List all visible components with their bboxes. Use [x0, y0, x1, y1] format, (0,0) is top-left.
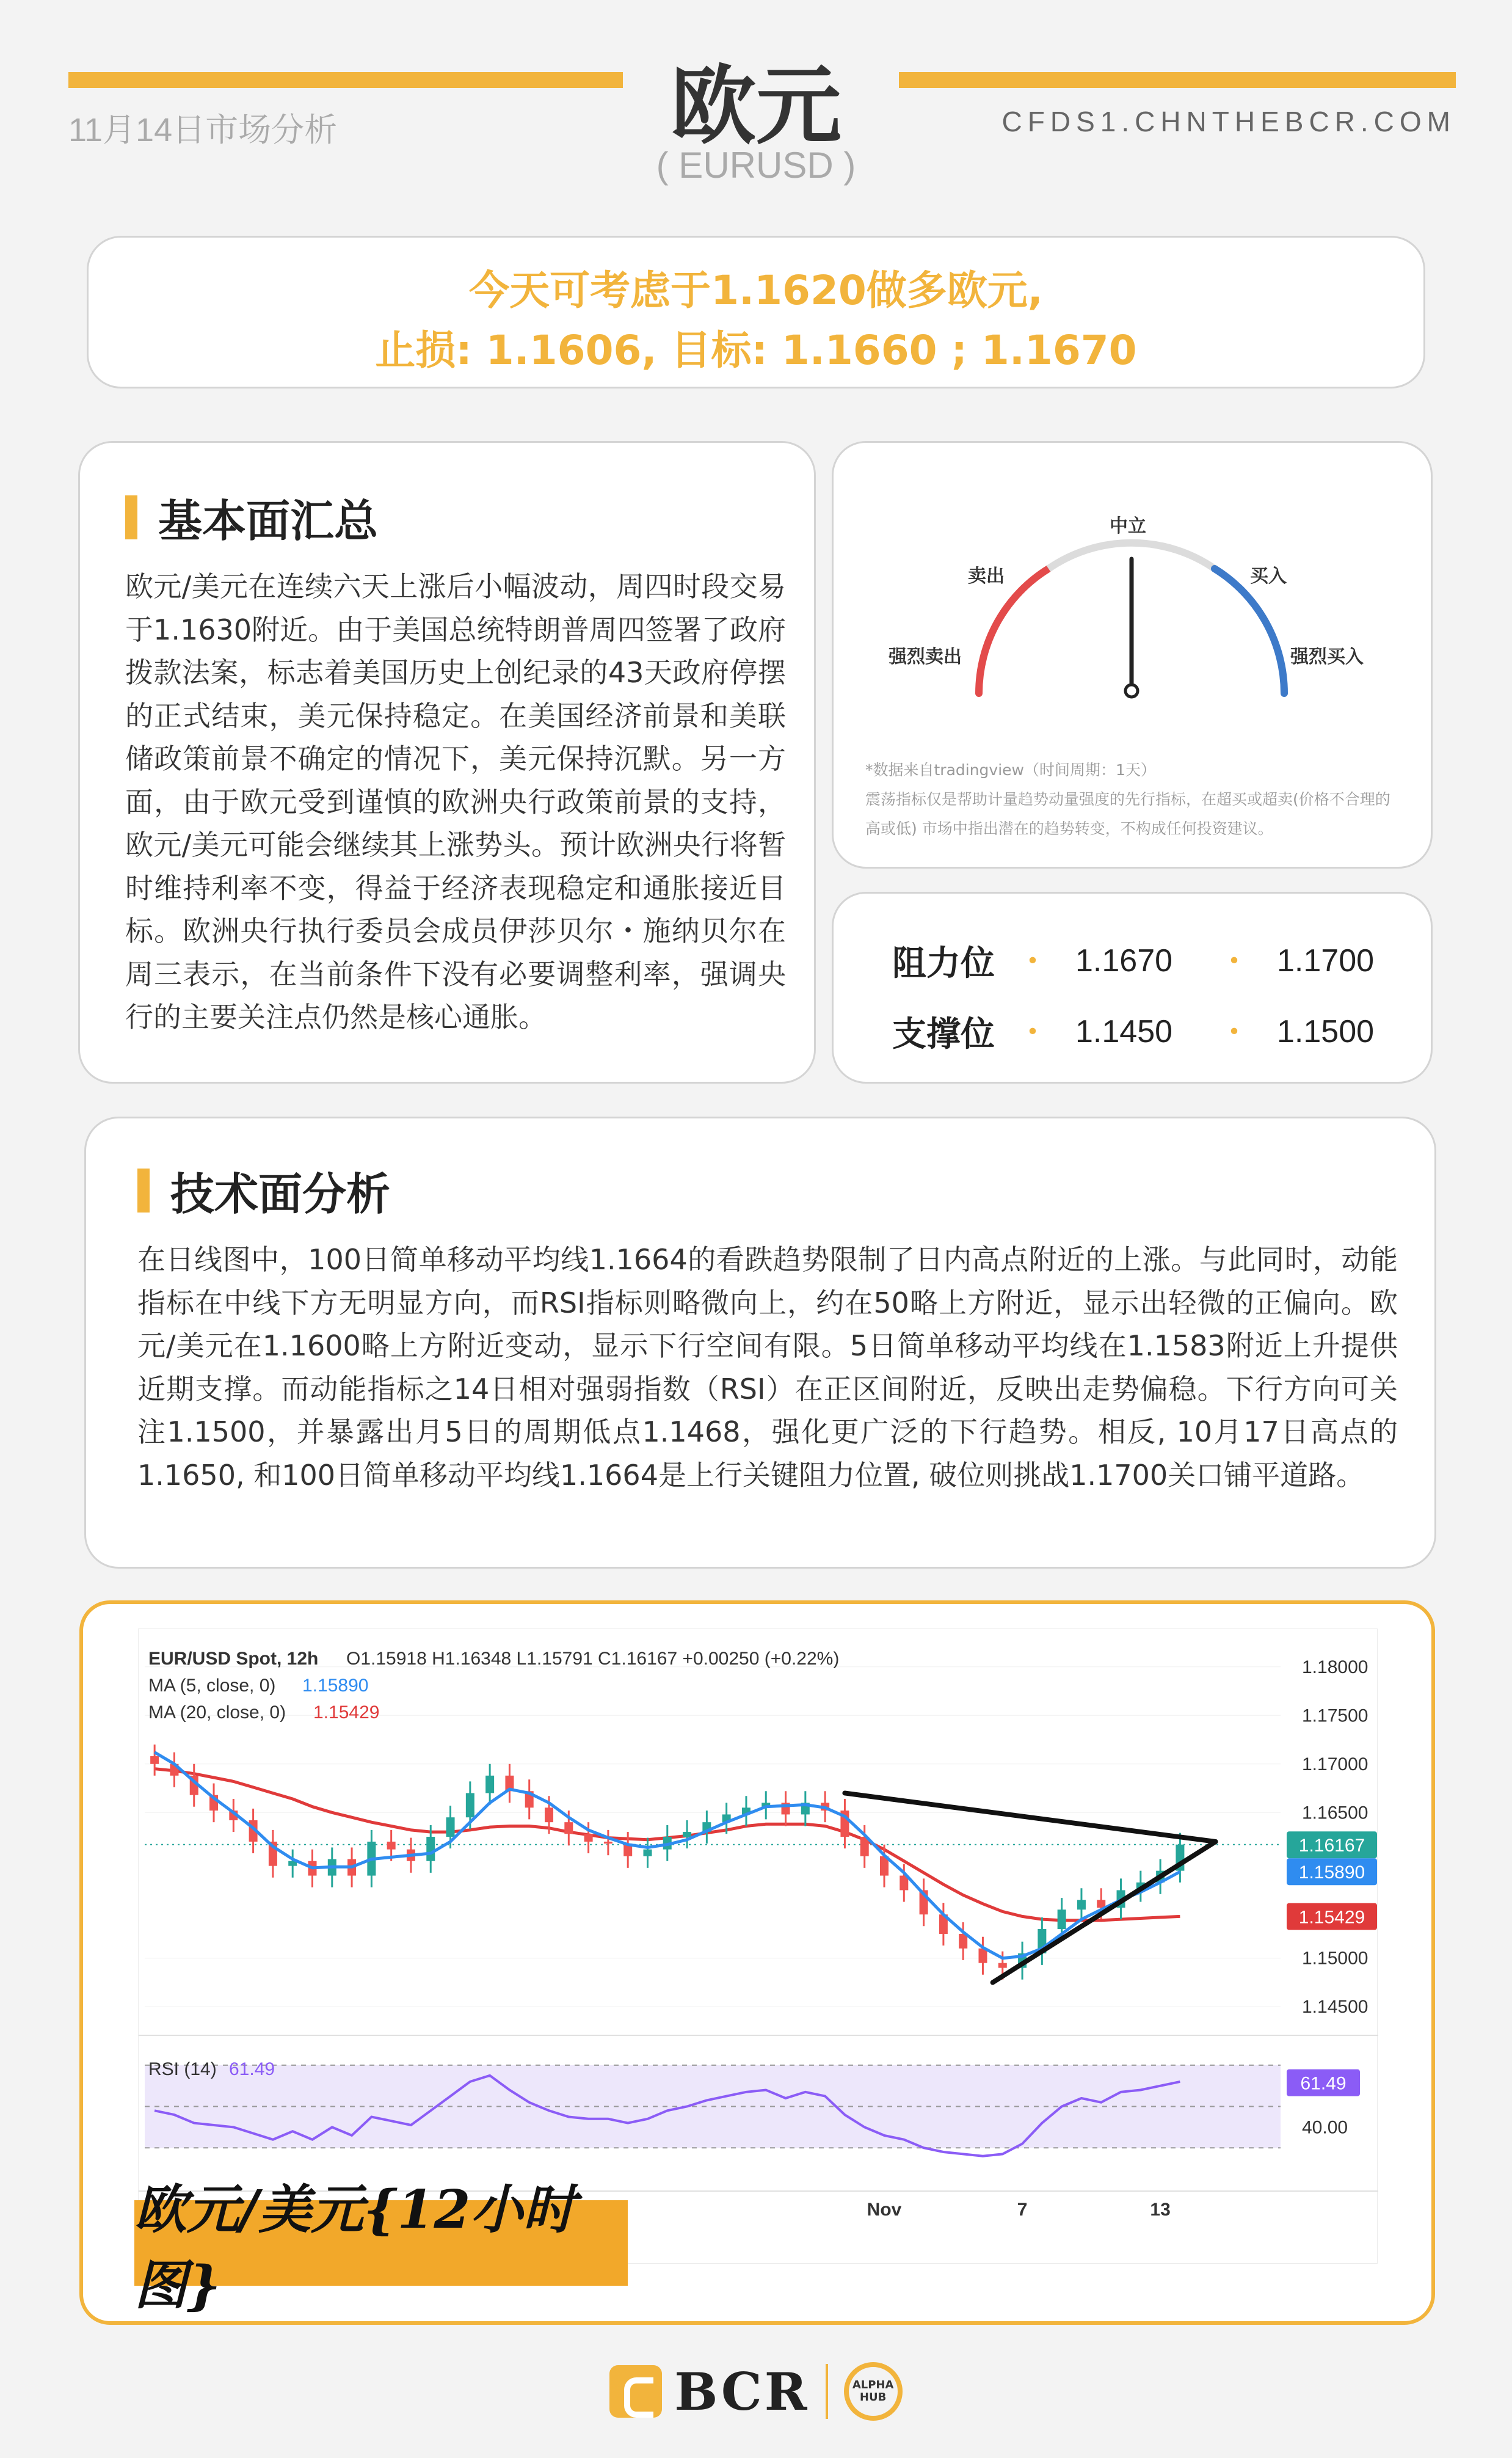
brand-name: BCR [674, 2361, 810, 2422]
gauge-label-strong-sell: 强烈卖出 [889, 646, 962, 668]
price-tag-ma5: 1.15890 [1298, 1862, 1365, 1883]
resistance-value-2: 1.1700 [1277, 943, 1375, 979]
page-title: 欧元 [670, 57, 841, 156]
candle-body [683, 1832, 691, 1837]
candle [288, 1850, 297, 1878]
fundamental-text: 欧元/美元在连续六天上涨后小幅波动，周四时段交易于1.1630附近。由于美国总统特朗普周四签署了政府拨款法案，标志着美国历史上创纪录的43天政府停摆的正式结束，美元保持稳定。在美国经济前景和美联储政策前景不确定的情况下，美元保持沉默。另一方面，由于欧元受到谨慎的欧洲央行政策前景的支持，欧元/美元可能会继续其上涨势头。预计欧洲央行将暂时维持利率不变，得益于经济表现稳定和通胀接近目标。欧洲央行执行委员会成员伊莎贝尔・施纳贝尔在周三表示，在当前条件下没有必要调整利率，强调央行的主要关注点仍然是核心通胀。 [125, 570, 786, 1034]
candle-body [604, 1842, 612, 1844]
candle [840, 1799, 849, 1848]
alpha-hub-badge: ALPHA HUB [844, 2362, 903, 2421]
chart-ohlc-label: O1.15918 H1.16348 L1.15791 C1.16167 +0.00250 (+0.22%) [346, 1649, 840, 1669]
gauge-note-disclaimer: 震荡指标仅是帮助计量趋势动量强度的先行指标，在超买或超卖(价格不合理的高或低) 市场中指出潜在的趋势转变，不构成任何投资建议。 [865, 790, 1390, 837]
ma5-legend-label: MA (5, close, 0) [148, 1676, 276, 1696]
candle [485, 1764, 494, 1805]
rsi-tag: 61.49 [1300, 2073, 1347, 2094]
candle-body [1077, 1900, 1086, 1909]
rsi-panel [145, 2065, 1281, 2156]
resistance-value-1: 1.1670 [1075, 943, 1173, 979]
candle [1038, 1917, 1046, 1965]
signal-line-targets: 止损: 1.1606, 目标: 1.1660 ; 1.1670 [375, 327, 1137, 374]
candle-body [998, 1963, 1007, 1968]
candle-body [584, 1834, 593, 1842]
candle-body [1058, 1909, 1066, 1929]
fundamental-heading [125, 486, 786, 549]
ma20-legend-value: 1.15429 [313, 1702, 380, 1723]
gauge-arc-sell [979, 569, 1049, 693]
gauge-svg [834, 443, 1434, 748]
price-tag-last: 1.16167 [1298, 1836, 1365, 1856]
candle [978, 1937, 987, 1975]
candle-body [150, 1756, 159, 1764]
resistance-row [892, 925, 1431, 996]
technical-text: 在日线图中，100日简单移动平均线1.1664的看跌趋势限制了日内高点附近的上涨。与此同时，动能指标在中线下方无明显方向，而RSI指标则略微向上，约在50略上方附近，显示出轻微的正偏向。欧元/美元在1.1600略上方附近变动，显示下行空间有限。5日简单移动平均线在1.1583附近上升提供近期支撑。而动能指标之14日相对强弱指数（RSI）在正区间附近，反映出走势偏稳。下行方向可关注1.1500，并暴露出月5日的周期低点1.1468，强化更广泛的下行趋势。相反, 10月17日高点的1.1650, 和100日简单移动平均线1.1664是上行关键阻力位置, 破位则挑战1.1700关口铺平道路。 [137, 1243, 1398, 1492]
fundamental-heading-text: 基本面汇总 [158, 495, 379, 547]
signal-line-entry: 今天可考虑于1.1620做多欧元, [469, 267, 1043, 314]
gauge-label-neutral: 中立 [1110, 516, 1146, 537]
gauge-label-sell: 卖出 [968, 566, 1005, 587]
support-row [892, 996, 1431, 1067]
x-tick-label: 7 [1017, 2200, 1028, 2220]
gauge-pivot [1125, 685, 1138, 697]
candle [742, 1796, 751, 1826]
gauge-note [865, 756, 1403, 844]
y-tick-label: 1.16500 [1302, 1803, 1368, 1823]
fundamental-card [78, 441, 816, 1084]
y-tick-label: 1.17500 [1302, 1705, 1368, 1726]
candle-body [387, 1842, 396, 1850]
sentiment-gauge-card [832, 441, 1433, 869]
candle [604, 1830, 612, 1855]
support-dot-2: • [1227, 1019, 1241, 1045]
trendline [993, 1842, 1216, 1983]
y-tick-label: 1.17000 [1302, 1754, 1368, 1774]
candle [702, 1811, 711, 1844]
rsi-tick-label: 40.00 [1302, 2117, 1348, 2138]
candle [782, 1791, 790, 1826]
candle-body [545, 1807, 553, 1822]
resistance-dot-1: • [1026, 948, 1039, 974]
chart-caption: 欧元/美元{12小时图} [134, 2200, 628, 2286]
gauge-note-source: *数据来自tradingview（时间周期：1天） [865, 761, 1156, 779]
candle-body [564, 1822, 573, 1834]
report-date: 11月14日市场分析 [68, 112, 338, 148]
ma20-legend-label: MA (20, close, 0) [148, 1702, 286, 1723]
bcr-logo-icon [609, 2365, 662, 2418]
support-value-1: 1.1450 [1075, 1014, 1173, 1049]
candle-body [643, 1850, 652, 1856]
support-label: 支撑位 [892, 1015, 995, 1054]
levels-card [832, 892, 1433, 1084]
chart-legend [148, 1649, 839, 2079]
heading-marker [125, 495, 137, 539]
gauge-label-strong-buy: 强烈买入 [1290, 646, 1364, 668]
candle [170, 1752, 178, 1787]
candle [920, 1878, 928, 1926]
candles [150, 1745, 1184, 1980]
trendline [845, 1793, 1215, 1841]
heading-marker [137, 1169, 150, 1213]
site-url[interactable]: CFDS1.CHNTHEBCR.COM [1001, 106, 1456, 137]
price-tag-ma20: 1.15429 [1298, 1907, 1365, 1928]
candle [505, 1764, 514, 1803]
technical-heading-text: 技术面分析 [170, 1169, 391, 1220]
resistance-dot-2: • [1227, 948, 1241, 974]
candle-body [446, 1817, 455, 1837]
candle [209, 1784, 218, 1823]
candle [801, 1791, 810, 1826]
x-tick-label: Nov [867, 2200, 902, 2220]
support-dot-1: • [1026, 1019, 1039, 1045]
y-tick-label: 1.18000 [1302, 1657, 1368, 1677]
logo-divider [826, 2364, 828, 2419]
y-tick-label: 1.15000 [1302, 1948, 1368, 1969]
chart-header-label: EUR/USD Spot, 12h [148, 1649, 319, 1669]
rsi-legend-value: 61.49 [229, 2059, 275, 2079]
technical-card [84, 1117, 1436, 1569]
candle [269, 1830, 277, 1878]
candle-body [426, 1837, 435, 1861]
y-tick-label: 1.14500 [1302, 1997, 1368, 2018]
candle-body [466, 1793, 474, 1817]
ma5-legend-value: 1.15890 [302, 1676, 369, 1696]
resistance-label: 阻力位 [892, 944, 995, 983]
support-value-2: 1.1500 [1277, 1014, 1375, 1049]
gauge-arc-buy [1215, 569, 1284, 693]
x-tick-label: 13 [1150, 2200, 1171, 2220]
gauge-label-buy: 买入 [1250, 566, 1287, 587]
page-subtitle: ( EURUSD ) [656, 145, 856, 186]
candle-body [485, 1776, 494, 1793]
rsi-legend-label: RSI (14) [148, 2059, 217, 2079]
candle [643, 1838, 652, 1868]
footer-logo [0, 2358, 1512, 2425]
trade-signal-card [87, 236, 1425, 388]
technical-heading [137, 1159, 1398, 1222]
candle [150, 1745, 159, 1776]
candle [525, 1779, 534, 1819]
